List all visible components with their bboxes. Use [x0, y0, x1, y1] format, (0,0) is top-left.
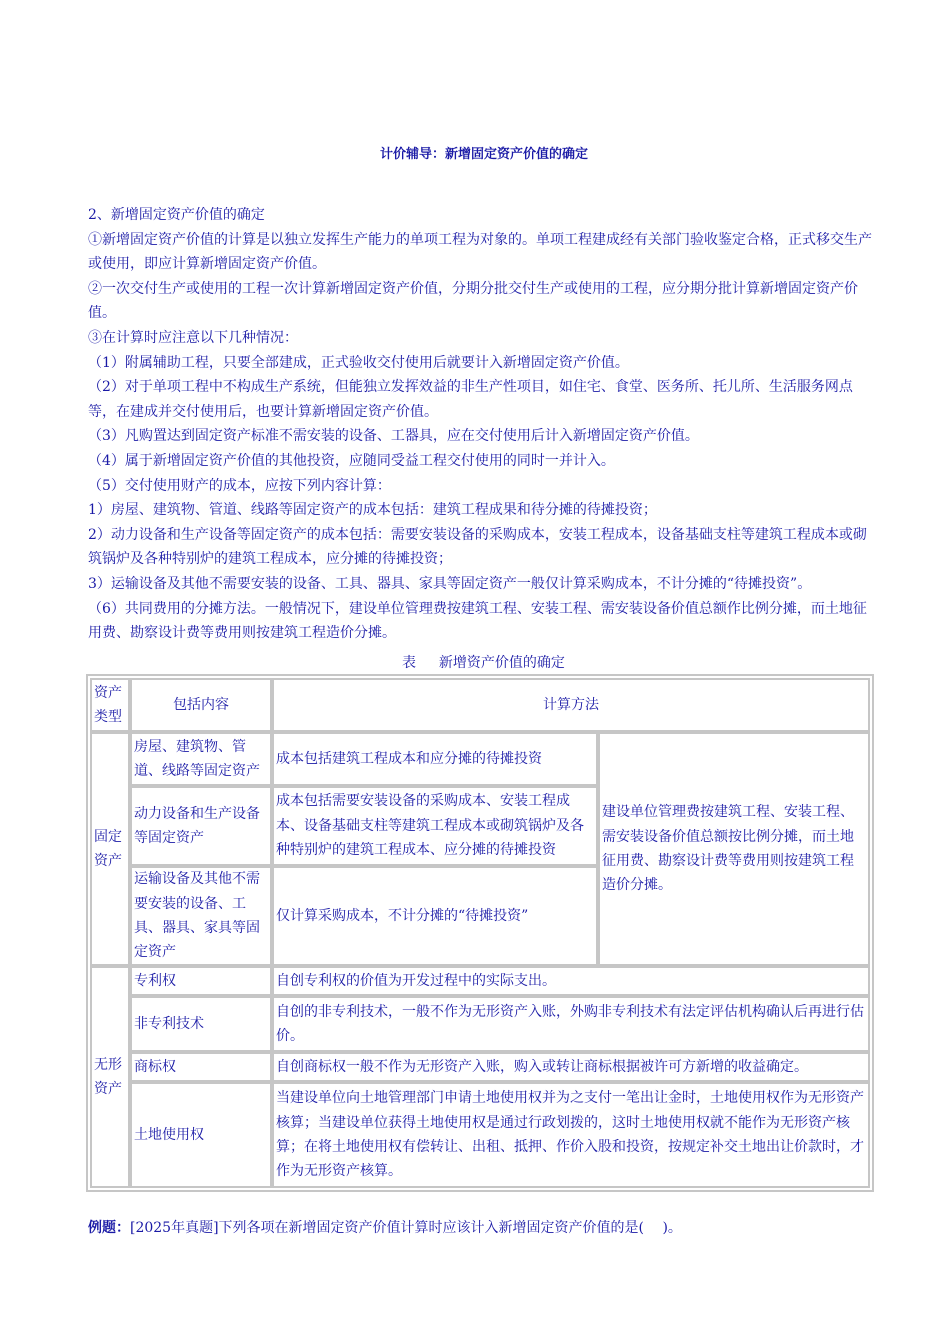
example-question [88, 1217, 682, 1237]
paragraph: （2）对于单项工程中不构成生产系统，但能独立发挥效益的非生产性项目，如住宅、食堂、医务所、托儿所、生活服务网点等，在建成并交付使用后，也要计算新增固定资产价值。 [88, 379, 853, 420]
fixed-shared-method: 建设单位管理费按建筑工程、安装工程、需安装设备价值总额按比例分摊，而土地征用费、勘察设计费等费用则按建筑工程造价分摊。 [598, 732, 870, 966]
intangible-method-2: 自创的非专利技术，一般不作为无形资产入账，外购非专利技术有法定评估机构确认后再进行估价。 [272, 996, 870, 1052]
intangible-content-1: 专利权 [130, 966, 272, 996]
fixed-method-3: 仅计算采购成本，不计分摊的“待摊投资” [272, 866, 598, 966]
intangible-content-2: 非专利技术 [130, 996, 272, 1052]
paragraph: ②一次交付生产或使用的工程一次计算新增固定资产价值，分期分批交付生产或使用的工程，应分期分批计算新增固定资产价值。 [88, 280, 858, 322]
paragraph: 2）动力设备和生产设备等固定资产的成本包括：需要安装设备的采购成本，安装工程成本，设备基础支柱等建筑工程成本或砌筑锅炉及各种特别炉的建筑工程成本，应分摊的待摊投资； [88, 526, 867, 568]
paragraph: ①新增固定资产价值的计算是以独立发挥生产能力的单项工程为对象的。单项工程建成经有关部门验收鉴定合格，正式移交生产或使用，即应计算新增固定资产价值。 [88, 231, 872, 273]
body-text [88, 203, 878, 646]
fixed-asset-type: 固定资产 [90, 732, 130, 966]
fixed-content-1: 房屋、建筑物、管道、线路等固定资产 [130, 732, 272, 786]
paragraph: ③在计算时应注意以下几种情况： [88, 329, 298, 346]
fixed-content-2: 动力设备和生产设备等固定资产 [130, 786, 272, 866]
asset-value-table [86, 674, 874, 1192]
header-asset-type: 资产类型 [90, 678, 130, 732]
intangible-method-4: 当建设单位向土地管理部门申请土地使用权并为之支付一笔出让金时，土地使用权作为无形资产核算；当建设单位获得土地使用权是通过行政划拨的，这时土地使用权就不能作为无形资产核算；在将土地使用权有偿转让、出租、抵押、作价入股和投资，按规定补交土地出让价款时，才作为无形资产核算。 [272, 1082, 870, 1188]
paragraph: （6）共同费用的分摊方法。一般情况下，建设单位管理费按建筑工程、安装工程、需安装设备价值总额作比例分摊，而土地征用费、勘察设计费等费用则按建筑工程造价分摊。 [88, 600, 867, 642]
fixed-content-3: 运输设备及其他不需要安装的设备、工具、器具、家具等固定资产 [130, 866, 272, 966]
paragraph: （5）交付使用财产的成本，应按下列内容计算： [88, 477, 391, 494]
paragraph: （1）附属辅助工程，只要全部建成，正式验收交付使用后就要计入新增固定资产价值。 [88, 354, 629, 371]
example-text: [2025年真题]下列各项在新增固定资产价值计算时应该计入新增固定资产价值的是( )。 [130, 1220, 682, 1236]
intangible-method-3: 自创商标权一般不作为无形资产入账，购入或转让商标根据被许可方新增的收益确定。 [272, 1052, 870, 1082]
intangible-asset-type: 无形资产 [90, 966, 130, 1188]
section-heading: 2、新增固定资产价值的确定 [88, 207, 265, 223]
intangible-content-3: 商标权 [130, 1052, 272, 1082]
example-label: 例题： [88, 1220, 130, 1236]
fixed-method-1: 成本包括建筑工程成本和应分摊的待摊投资 [272, 732, 598, 786]
fixed-method-2: 成本包括需要安装设备的采购成本、安装工程成本、设备基础支柱等建筑工程成本或砌筑锅炉及各种特别炉的建筑工程成本、应分摊的待摊投资 [272, 786, 598, 866]
header-method: 计算方法 [272, 678, 870, 732]
page-title: 计价辅导：新增固定资产价值的确定 [379, 147, 588, 162]
paragraph: （4）属于新增固定资产价值的其他投资，应随同受益工程交付使用的同时一并计入。 [88, 452, 615, 469]
paragraph: （3）凡购置达到固定资产标准不需安装的设备、工器具，应在交付使用后计入新增固定资产价值。 [88, 428, 699, 445]
table-caption: 表 新增资产价值的确定 [402, 655, 565, 671]
intangible-content-4: 土地使用权 [130, 1082, 272, 1188]
paragraph: 3）运输设备及其他不需要安装的设备、工具、器具、家具等固定资产一般仅计算采购成本，不计分摊的“待摊投资”。 [88, 575, 812, 592]
header-content: 包括内容 [130, 678, 272, 732]
intangible-method-1: 自创专利权的价值为开发过程中的实际支出。 [272, 966, 870, 996]
paragraph: 1）房屋、建筑物、管道、线路等固定资产的成本包括：建筑工程成果和待分摊的待摊投资； [88, 502, 657, 519]
